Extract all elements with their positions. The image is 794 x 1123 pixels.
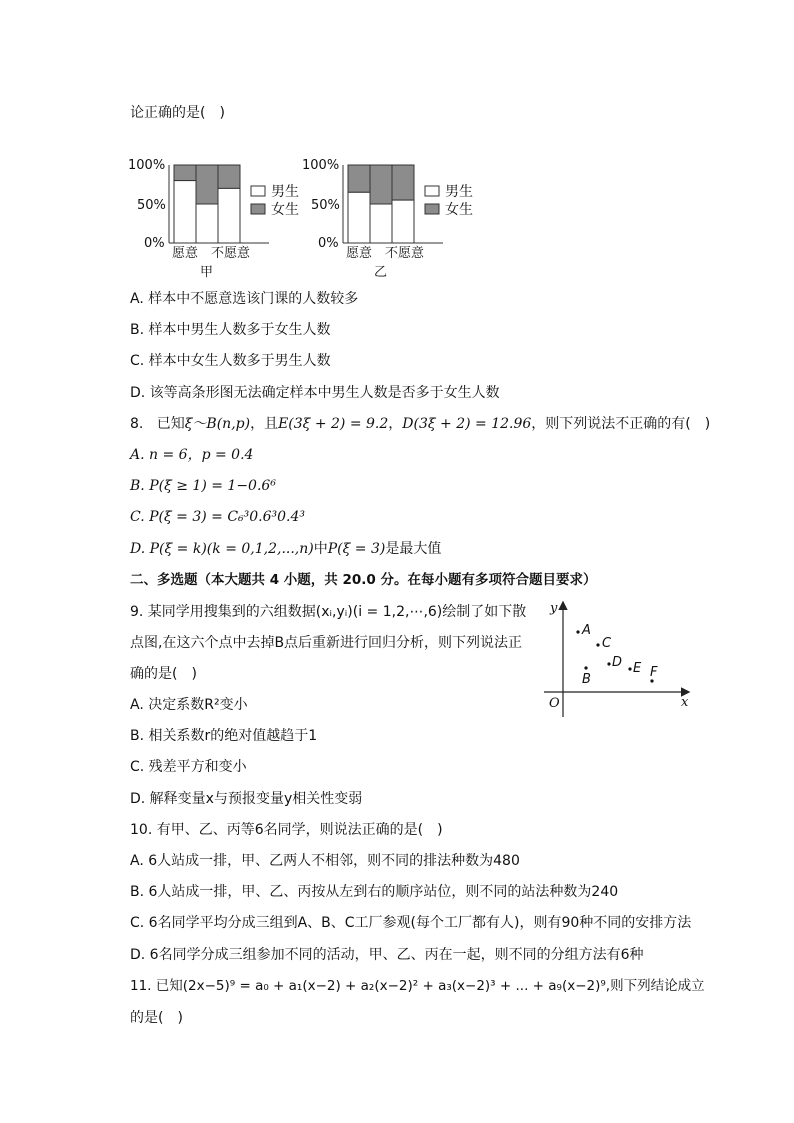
scatter-label-d: D [612,655,623,670]
y-tick-0: 0% [318,236,339,251]
bar-segment-male [174,181,196,243]
q7-option-c: C. 样本中女生人数多于男生人数 [130,353,331,369]
q10-option-d: D. 6名同学分成三组参加不同的活动，甲、乙、丙在一起，则不同的分组方法有6种 [130,947,644,963]
scatter-label-c: C [602,636,612,651]
chart-caption-jia: 甲 [200,265,214,280]
q9-option-c: C. 残差平方和变小 [130,759,247,775]
bar-segment-male [218,188,240,243]
y-tick-100: 100% [128,158,166,173]
q8-stem-part: ，且 [250,416,279,432]
scatter-point-c [596,643,599,646]
scatter-point-b [584,666,587,669]
x-label-willing: 愿意 [346,246,373,261]
bar-segment-female [370,165,392,204]
x-label-unwilling: 不愿意 [385,246,425,261]
q8-variance: D(3ξ + 2) = 12.96 [402,416,532,432]
q8-stem-part: 已知 [156,416,185,432]
scatter-label-f: F [650,665,658,680]
y-tick-50: 50% [311,198,340,213]
chart-caption-yi: 乙 [374,265,388,280]
legend-label-female: 女生 [271,202,299,218]
question-9-line-2: 点图,在这六个点中去掉B点后重新进行回归分析，则下列说法正 [130,635,523,651]
question-10-stem: 10. 有甲、乙、丙等6名同学，则说法正确的是( ) [130,822,443,838]
stacked-bar-chart-jia [124,155,324,280]
question-9-line-3: 确的是( ) [130,666,197,682]
scatter-label-b: B [582,672,591,687]
bar-segment-female [348,165,370,192]
bar-segment-female [174,165,196,181]
q8-expectation: E(3ξ + 2) = 9.2 [278,416,389,432]
bar-segment-male [196,204,218,243]
section-heading-multiple-choice: 二、多选题（本大题共 4 小题，共 20.0 分。在每小题有多项符合题目要求） [130,572,597,588]
question-11-line-2: 的是( ) [130,1010,183,1026]
legend-label-male: 男生 [271,184,299,200]
stacked-bar-chart-yi [298,155,498,280]
question-8-stem [130,415,710,433]
q8-option-d-part: 中 [313,541,328,557]
q10-option-b: B. 6人站成一排，甲、乙、丙按从左到右的顺序站位，则不同的站法种数为240 [130,884,619,900]
scatter-x-label: x [681,695,689,710]
scatter-y-label: y [550,601,558,616]
scatter-plot [538,597,698,722]
question-11-line-1: 11. 已知(2x−5)⁹ = a₀ + a₁(x−2) + a₂(x−2)² + a₃(x−2)³ + ... + a₉(x−2)⁹,则下列结论成立 [130,978,705,994]
q8-stem-part: ，则下列说法不正确的有( ) [531,416,711,432]
legend-swatch-female [425,204,439,214]
legend-swatch-male [425,186,439,196]
q8-option-d-part: D. P(ξ = k)(k = 0,1,2,...,n) [130,541,314,557]
q7-option-d: D. 该等高条形图无法确定样本中男生人数是否多于女生人数 [130,385,500,401]
legend-swatch-female [251,204,265,214]
y-tick-100: 100% [302,158,340,173]
bar-segment-male [392,200,414,243]
x-label-willing: 愿意 [172,246,199,261]
q9-option-d: D. 解释变量x与预报变量y相关性变弱 [130,791,363,807]
q8-stem-part: ， [388,416,403,432]
question-8-number: 8. [130,416,144,432]
y-tick-0: 0% [144,236,165,251]
scatter-origin-label: O [549,696,560,711]
legend-swatch-male [251,186,265,196]
question-7-tail: 论正确的是( ) [130,105,225,121]
q7-option-a: A. 样本中不愿意选该门课的人数较多 [130,291,359,307]
q8-distribution: ξ～B(n,p) [184,416,251,432]
q10-option-c: C. 6名同学平均分成三组到A、B、C工厂参观(每个工厂都有人)，则有90种不同的安排方法 [130,915,692,931]
bar-segment-male [348,192,370,243]
scatter-point-e [628,667,631,670]
y-tick-50: 50% [137,198,166,213]
q8-option-c: C. P(ξ = 3) = C₆³0.6³0.4³ [130,509,306,525]
q7-option-b: B. 样本中男生人数多于女生人数 [130,322,331,338]
q8-option-d-part: P(ξ = 3) [327,541,386,557]
x-label-unwilling: 不愿意 [211,246,251,261]
scatter-point-d [607,662,610,665]
bars-yi [348,165,414,243]
q9-option-b: B. 相关系数r的绝对值越趋于1 [130,728,318,744]
bars-jia [174,165,240,243]
legend-label-female: 女生 [445,202,473,218]
scatter-label-a: A [582,623,591,638]
q8-option-b: B. P(ξ ≥ 1) = 1−0.6⁶ [130,478,276,494]
bar-segment-female [392,165,414,200]
q10-option-a: A. 6人站成一排，甲、乙两人不相邻，则不同的排法种数为480 [130,853,520,869]
bar-segment-male [370,204,392,243]
scatter-point-a [576,630,579,633]
q9-option-a: A. 决定系数R²变小 [130,697,248,713]
bar-segment-female [218,165,240,188]
q8-option-d-part: 是最大值 [385,541,442,557]
scatter-label-e: E [633,661,642,676]
q8-option-a: A. n = 6，p = 0.4 [130,447,254,463]
legend-label-male: 男生 [445,184,473,200]
bar-segment-female [196,165,218,204]
question-9-line-1: 9. 某同学用搜集到的六组数据(xᵢ,yᵢ)(i = 1,2,⋯,6)绘制了如下散 [130,604,527,620]
q8-option-d [130,540,441,558]
